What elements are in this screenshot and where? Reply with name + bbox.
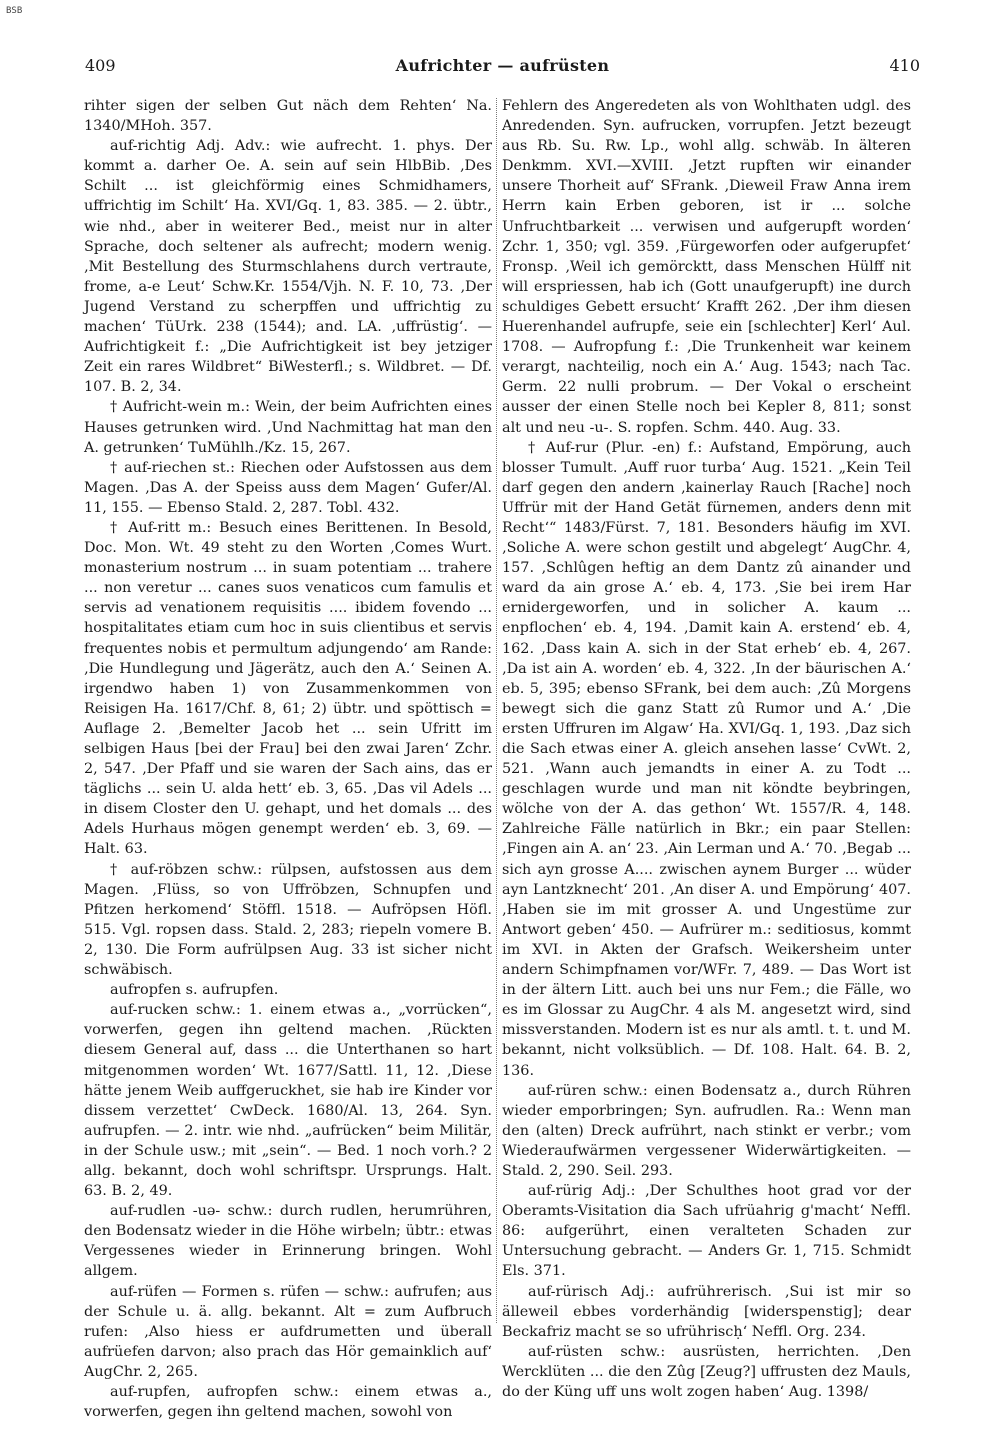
page-title: Aufrichter — aufrüsten: [395, 56, 610, 75]
left-column-entry: † Aufricht-wein m.: Wein, der beim Aufrichten eines Hauses getrunken wird. ‚Und Nachmittag hat man den A. getrunken‘ TuMühlh./Kz. 15, 267.: [84, 399, 492, 456]
right-column: [502, 96, 911, 1402]
left-column-entry: rihter sigen der selben Gut näch dem Rehten‘ Na. 1340/MHoh. 357.: [84, 98, 492, 135]
left-column-entry: † auf-röbzen schw.: rülpsen, aufstossen aus dem Magen. ‚Flüss, so von Uffröbzen, Schnupfen und Pfitzen herkomend‘ Stöffl. 1518. — Aufröpsen Höfl. 515. Vgl. ropsen dass. Stald. 2, 283; riepeln vomere B. 2, 130. Die Form aufrülpsen Aug. 33 ist sicher nicht schwäbisch.: [84, 861, 492, 979]
left-column: [84, 96, 492, 1422]
left-column-entry: † Auf-ritt m.: Besuch eines Berittenen. In Besold, Doc. Mon. Wt. 49 steht zu den Worten ‚Comes Wurt. monasterium nostrum ... in suam potentiam ... trahere ... non veretur ... canes suos venaticos cum famulis et servis ad venationem requisitis .... ibidem fovendo ... hospitalitates etiam cum hoc in suis clientibus et servis frequentes nobis et permultum adjungendo‘ am Rande: ‚Die Hundlegung und Jägerätz, auch den A.‘ Seinen A. irgendwo haben 1) von Zusammenkommen von Reisigen Ha. 1617/Chf. 8, 61; 2) übtr. und spöttisch = Auflage 2. ‚Bemelter Jacob het ... sein Ufritt im selbigen Haus [bei der Frau] bei den zwai Jaren‘ Zchr. 2, 547. ‚Der Pfaff und sie waren der Sach ains, das er täglichs ... sein U. alda hett‘ eb. 3, 65. ‚Das vil Adels ... in disem Closter den U. gehapt, und het domals ... des Adels Hurhaus mögen genempt werden‘ eb. 3, 69. — Halt. 63.: [84, 519, 492, 858]
left-column-entry: auf-richtig Adj. Adv.: wie aufrecht. 1. phys. Der kommt a. darher Oe. A. sein auf sein HlbBib. ‚Des Schilt ... ist gleichförmig eines Schmidhamers, uffrichtig im Schilt‘ Ha. XVI/Gq. 1, 83. 385. — 2. übtr., wie nhd., aber in weiterer Bed., meist nur in alter Sprache, doch seltener als aufrecht; modern wenig. ‚Mit Bestellung des Sturmschlahens durch vertraute, frome, a-e Leut‘ Schw.Kr. 1554/Vjh. N. F. 10, 73. ‚Der Jugend Verstand zu scherpffen und uffrichtig zu machen‘ TüUrk. 238 (1544); and. LA. ‚uffrüstig‘. — Aufrichtigkeit f.: „Die Aufrichtigkeit ist bey jetziger Zeit ein rares Wildbret“ BiWesterfl.; s. Wildbret. — Df. 107. B. 2, 34.: [84, 138, 492, 396]
right-column-entry: Fehlern des Angeredeten als von Wohlthaten udgl. des Anredenden. Syn. aufrucken, vorrupfen. Jetzt bezeugt aus Rb. Su. Rw. Lp., wohl allg. schwäb. In älteren Denkmm. XVI.—XVIII. ‚Jetzt rupften wir einander unsere Thorheit auf‘ SFrank. ‚Dieweil Fraw Anna irem Herrn kain Erben geboren, ist ir ... solche Unfruchtbarkeit ... verwisen und aufgerupft worden‘ Zchr. 1, 350; vgl. 359. ‚Fürgeworfen oder aufgerupfet‘ Fronsp. ‚Weil ich gemörcktt, dass Menschen Hülff nit will erspriessen, hab ich (Gott unaufgerupft) ine durch schuldiges Gebett ersucht‘ Krafft 262. ‚Der ihm diesen Huerenhandel aufrupfe, seie ein [schlechter] Kerl‘ Aul. 1708. — Aufropfung f.: ‚Die Trunkenheit war keinem verargt, nachteilig, noch ein A.‘ Aug. 1543; nach Tac. Germ. 22 nulli probrum. — Der Vokal o erscheint ausser der einen Stelle noch bei Kepler 8, 811; sonst alt und neu -u-. S. ropfen. Schm. 440. Aug. 33.: [502, 98, 911, 436]
right-column-entry: auf-rürig Adj.: ‚Der Schulthes hoot grad vor der Oberamts-Visitation dia Sach ufrüahrig g'macht‘ Neffl. 86: aufgerührt, einen veralteten Schaden zur Untersuchung gebracht. — Anders Gr. 1, 715. Schmidt Els. 371.: [502, 1183, 911, 1280]
left-column-entry: auf-rucken schw.: 1. einem etwas a., „vorrücken“, vorwerfen, gegen ihn geltend machen. ‚Rückten diesem General auf, dass ... die Unterthanen so hart mitgenommen worden‘ Wt. 1677/Sattl. 11, 12. ‚Diese hätte jenem Weib auffgeruckhet, sie hab ire Kinder vor dissem verzettet‘ CwDeck. 1680/Al. 13, 264. Syn. aufrupfen. — 2. intr. wie nhd. „aufrücken“ beim Militär, in der Schule usw.; mit „sein“. — Bed. 1 noch vorh.? 2 allg. bekannt, doch wohl schriftspr. Ursprungs. Halt. 63. B. 2, 49.: [84, 1002, 492, 1200]
right-column-entry: auf-rürisch Adj.: aufrührerisch. ‚Sui ist mir so älleweil ebbes vorderhändig [widerspenstig]; dear Beckafriz macht se so ufrühriscḥ‘ Neffl. Org. 234.: [502, 1283, 911, 1340]
page-number-right: 410: [889, 56, 920, 75]
column-divider: [496, 98, 497, 1323]
right-column-entry: † Auf-rur (Plur. -en) f.: Aufstand, Empörung, auch blosser Tumult. ‚Auff ruor turba‘ Aug. 1521. „Kein Teil darf gegen den andern ‚kainerlay Rauch [Rache] noch Uffrür mit der Hand Getät fürnemen, anders denn mit Recht‘“ 1483/Fürst. 7, 181. Besonders häufig im XVI. ‚Soliche A. were schon gestilt und abgelegt‘ AugChr. 4, 157. ‚Schlûgen heftig an dem Dantz zû ainander und ward da ain grose A.‘ eb. 4, 173. ‚Sie bei irem Har ernidergeworfen, und in solicher A. kaum ... enpflochen‘ eb. 4, 194. ‚Damit kain A. erstend‘ eb. 4, 162. ‚Dass kain A. sich in der Stat erheb‘ eb. 4, 267. ‚Da ist ain A. worden‘ eb. 4, 322. ‚In der bäurischen A.‘ eb. 5, 395; ebenso SFrank, bei dem auch: ‚Zû Morgens bewegt sich die ganz Statt zû Rumor und A.‘ ‚Die ersten Uffruren im Algaw‘ Ha. XVI/Gq. 1, 193. ‚Daz sich die Sach etwas einer A. gleich ansehen lasse‘ CvWt. 2, 521. ‚Wann auch jemandts in einer A. zu Todt ... geschlagen wurde und man nit köndte beybringen, wölche von der A. das gethon‘ Wt. 1557/R. 4, 148. Zahlreiche Fälle natürlich in Bkr.; ein paar Stellen: ‚Fingen ain A. an‘ 23. ‚Ain Lerman und A.‘ 70. ‚Begab ... sich ayn grosse A.... zwischen aynem Burger ... wüder ayn Lantzknecht‘ 201. ‚An diser A. und Empörung‘ 407. ‚Haben sie im mit grosser A. und Ungestüme zur Antwort geben‘ 450. — Aufrürer m.: seditiosus, kommt im XVI. in Akten der Grafsch. Weikersheim unter andern Schimpfnamen vor/WFr. 7, 489. — Das Wort ist in der ältern Litt. auch bei uns nur Fem.; die Fälle, wo es im Glossar zu AugChr. 4 als M. angesetzt wird, sind missverstanden. Modern ist es nur als amtl. t. t. und M. bekannt, nicht volksüblich. — Df. 108. Halt. 64. B. 2, 136.: [502, 439, 911, 1079]
running-head: [85, 56, 920, 80]
page-number-left: 409: [85, 56, 116, 75]
left-column-entry: † auf-riechen st.: Riechen oder Aufstossen aus dem Magen. ‚Das A. der Speiss auss dem Magen‘ Gufer/Al. 11, 155. — Ebenso Stald. 2, 287. Tobl. 432.: [84, 459, 492, 516]
left-column-entry: auf-rüfen — Formen s. rüfen — schw.: aufrufen; aus der Schule u. ä. allg. bekannt. Alt = zum Aufbruch rufen: ‚Also hiess er aufdrumetten und überall aufrüefen darvon; also prach das Hör gemainklich auf‘ AugChr. 2, 265.: [84, 1283, 492, 1380]
left-column-entry: aufropfen s. aufrupfen.: [110, 982, 279, 999]
right-column-entry: auf-rüsten schw.: ausrüsten, herrichten. ‚Den Wercklüten ... die den Zûg [Zeug?] uffrusten dez Mauls, do der Küng uff uns wolt zogen haben‘ Aug. 1398/: [502, 1343, 911, 1400]
left-column-entry: auf-rupfen, aufropfen schw.: einem etwas a., vorwerfen, gegen ihn geltend machen, sowohl von: [84, 1384, 492, 1421]
right-column-entry: auf-rüren schw.: einen Bodensatz a., durch Rühren wieder emporbringen; Syn. aufrudlen. Ra.: Wenn man den (alten) Dreck aufrührt, nach stinkt er verbr.; vom Wiederaufwärmen vergessener Widerwärtigkeiten. — Stald. 2, 290. Seil. 293.: [502, 1082, 911, 1179]
left-column-entry: auf-rudlen -uə- schw.: durch rudlen, herumrühren, den Bodensatz wieder in die Höhe wirbeln; übtr.: etwas Vergessenes wieder in Erinnerung bringen. Wohl allgem.: [84, 1203, 492, 1280]
library-stamp: BSB: [6, 6, 23, 16]
